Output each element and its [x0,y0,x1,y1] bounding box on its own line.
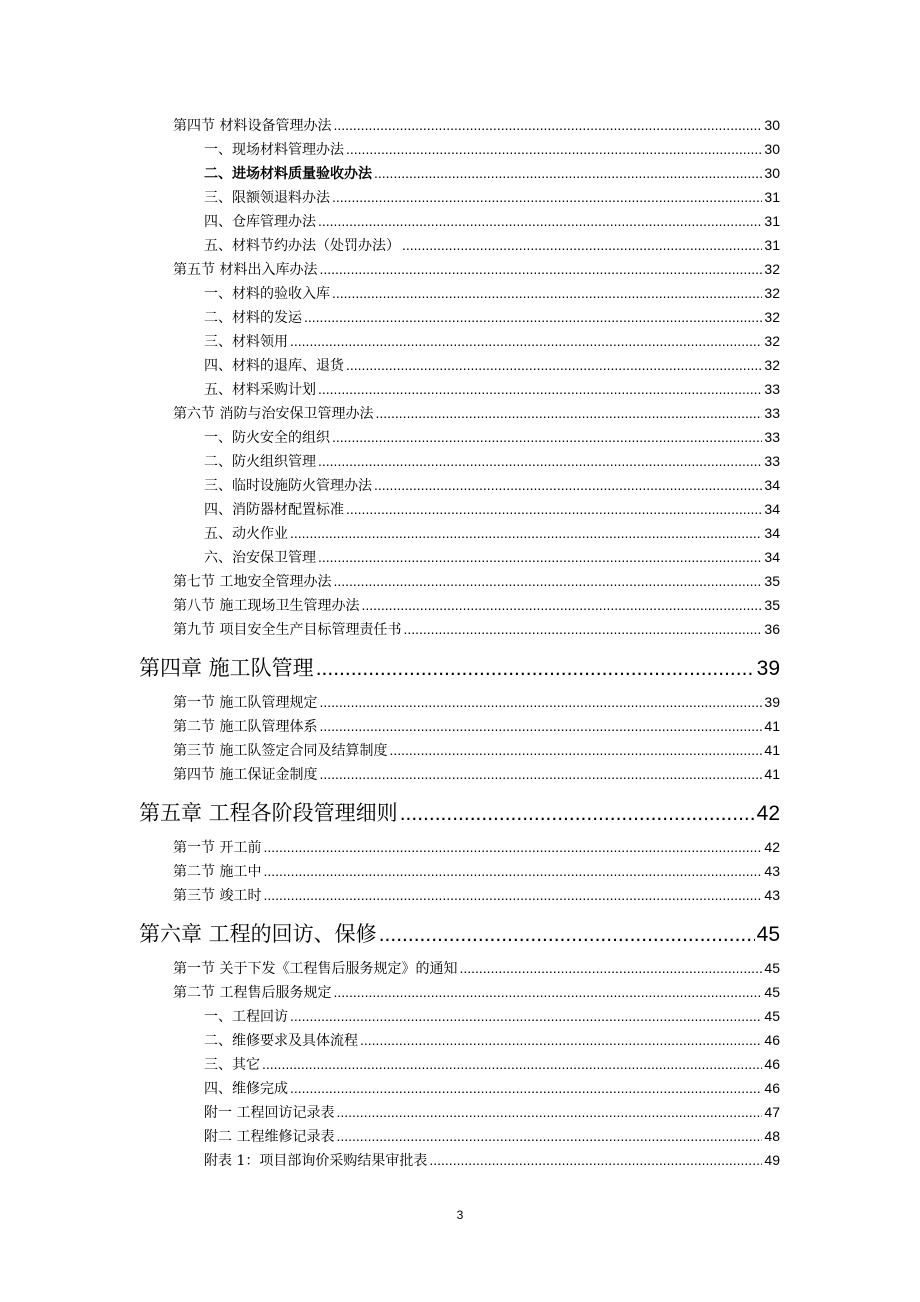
toc-entry-title: 四、维修完成 [204,1081,288,1097]
dot-leader [332,189,762,205]
toc-entry-page: 32 [764,309,780,325]
toc-entry[interactable] [173,764,780,784]
toc-entry-title: 一、防火安全的组织 [204,430,330,446]
dot-leader [429,1152,762,1168]
toc-entry[interactable] [173,861,780,881]
toc-entry-title: 第二节 施工中 [173,864,262,880]
toc-entry-page: 41 [764,718,780,734]
toc-entry[interactable] [173,403,780,423]
dot-leader [374,165,762,181]
toc-entry-title: 第五节 材料出入库办法 [173,262,318,278]
toc-entry-page: 45 [764,984,780,1000]
toc-entry-page: 42 [764,839,780,855]
toc-entry-title: 二、材料的发运 [204,310,302,326]
dot-leader [333,573,762,589]
dot-leader [263,863,762,879]
toc-entry-title: 第二节 施工队管理体系 [173,719,318,735]
toc-entry[interactable] [173,115,780,135]
toc-chapter-entry[interactable] [139,652,780,682]
toc-entry[interactable] [173,837,780,857]
dot-leader [360,1032,762,1048]
toc-entry-page: 32 [764,261,780,277]
dot-leader [336,1104,762,1120]
dot-leader [379,923,755,947]
toc-entry[interactable] [204,307,780,327]
toc-entry-page: 46 [764,1056,780,1072]
toc-entry[interactable] [204,1126,780,1146]
toc-entry[interactable] [173,259,780,279]
toc-entry-page: 42 [756,802,780,825]
toc-entry-title: 五、动火作业 [204,526,288,542]
toc-entry-title: 第四节 施工保证金制度 [173,767,318,783]
toc-entry-page: 45 [756,923,780,946]
toc-entry[interactable] [204,1054,780,1074]
toc-entry[interactable] [204,1006,780,1026]
toc-entry-page: 33 [764,405,780,421]
toc-entry-page: 41 [764,766,780,782]
toc-entry-page: 41 [764,742,780,758]
toc-entry[interactable] [204,379,780,399]
toc-entry-title: 二、防火组织管理 [204,454,316,470]
toc-entry[interactable] [173,571,780,591]
toc-entry-page: 39 [764,694,780,710]
dot-leader [333,117,762,133]
dot-leader [374,477,762,493]
toc-entry-title: 一、现场材料管理办法 [204,142,344,158]
dot-leader [402,237,762,253]
toc-entry-title: 四、材料的退库、退货 [204,358,344,374]
toc-entry-title: 第一节 关于下发《工程售后服务规定》的通知 [173,961,458,977]
toc-entry-title: 三、临时设施防火管理办法 [204,478,372,494]
toc-entry-page: 30 [764,141,780,157]
dot-leader [346,501,762,517]
dot-leader [319,718,762,734]
dot-leader [389,742,762,758]
toc-entry-title: 第一节 开工前 [173,840,262,856]
dot-leader [318,381,762,397]
toc-entry-title: 第七节 工地安全管理办法 [173,574,332,590]
dot-leader [361,597,762,613]
toc-entry-title: 第五章 工程各阶段管理细则 [139,801,398,825]
toc-entry-title: 附表 1：项目部询价采购结果审批表 [204,1153,428,1169]
toc-entry-page: 47 [764,1104,780,1120]
toc-entry-title: 一、材料的验收入库 [204,286,330,302]
dot-leader [319,766,762,782]
toc-entry-page: 43 [764,887,780,903]
toc-entry-page: 48 [764,1128,780,1144]
toc-entry[interactable] [173,982,780,1002]
dot-leader [263,887,762,903]
toc-entry[interactable] [204,331,780,351]
toc-entry-page: 31 [764,237,780,253]
toc-entry-page: 34 [764,501,780,517]
toc-chapter-entry[interactable] [139,918,780,948]
dot-leader [346,141,762,157]
dot-leader [318,213,762,229]
toc-entry[interactable] [173,619,780,639]
toc-entry-title: 第八节 施工现场卫生管理办法 [173,598,360,614]
toc-entry-page: 32 [764,285,780,301]
toc-entry-title: 二、进场材料质量验收办法 [204,166,372,182]
dot-leader [403,621,762,637]
dot-leader [346,357,762,373]
toc-entry[interactable] [204,547,780,567]
toc-entry[interactable] [204,475,780,495]
toc-entry-page: 31 [764,213,780,229]
dot-leader [290,1080,762,1096]
toc-entry-page: 32 [764,357,780,373]
toc-entry-title: 第六节 消防与治安保卫管理办法 [173,406,374,422]
toc-entry[interactable] [173,958,780,978]
toc-entry[interactable] [173,716,780,736]
toc-entry-title: 三、材料领用 [204,334,288,350]
toc-entry-page: 34 [764,477,780,493]
toc-entry[interactable] [173,595,780,615]
toc-entry-title: 四、仓库管理办法 [204,214,316,230]
toc-entry-page: 45 [764,1008,780,1024]
toc-entry-page: 33 [764,381,780,397]
page-number: 3 [456,1208,464,1222]
toc-entry[interactable] [204,1030,780,1050]
toc-entry-title: 第九节 项目安全生产目标管理责任书 [173,622,402,638]
toc-entry-page: 31 [764,189,780,205]
toc-entry[interactable] [204,235,780,255]
toc-entry[interactable] [204,355,780,375]
toc-chapter-entry[interactable] [139,797,780,827]
toc-entry-title: 第六章 工程的回访、保修 [139,922,377,946]
toc-entry-title: 三、其它 [204,1057,260,1073]
toc-entry-page: 32 [764,333,780,349]
toc-entry-title: 第三节 竣工时 [173,888,262,904]
toc-entry[interactable] [173,740,780,760]
dot-leader [263,839,762,855]
dot-leader [318,549,762,565]
toc-entry[interactable] [204,1102,780,1122]
dot-leader [332,285,762,301]
toc-entry-page: 35 [764,573,780,589]
toc-entry[interactable] [204,427,780,447]
toc-entry[interactable] [204,499,780,519]
dot-leader [262,1056,762,1072]
toc-entry[interactable] [204,1150,780,1170]
toc-entry-page: 46 [764,1080,780,1096]
toc-entry-page: 30 [764,165,780,181]
toc-entry[interactable] [204,1078,780,1098]
dot-leader [319,694,762,710]
dot-leader [333,984,762,1000]
toc-entry-title: 第四章 施工队管理 [139,656,314,680]
toc-entry[interactable] [204,211,780,231]
toc-entry[interactable] [204,139,780,159]
dot-leader [318,453,762,469]
dot-leader [336,1128,762,1144]
toc-entry-title: 五、材料采购计划 [204,382,316,398]
dot-leader [290,333,762,349]
toc-entry-page: 36 [764,621,780,637]
dot-leader [332,429,762,445]
toc-entry-page: 35 [764,597,780,613]
toc-entry[interactable] [204,163,780,183]
toc-entry[interactable] [204,451,780,471]
dot-leader [400,802,755,826]
toc-entry-page: 46 [764,1032,780,1048]
toc-entry-title: 第三节 施工队签定合同及结算制度 [173,743,388,759]
toc-entry-page: 30 [764,117,780,133]
dot-leader [290,1008,762,1024]
toc-entry-page: 34 [764,549,780,565]
toc-entry[interactable] [173,692,780,712]
dot-leader [316,657,755,681]
dot-leader [290,525,762,541]
toc-entry-title: 二、维修要求及具体流程 [204,1033,358,1049]
toc-entry-page: 34 [764,525,780,541]
toc-entry[interactable] [204,187,780,207]
toc-entry-title: 六、治安保卫管理 [204,550,316,566]
toc-entry-title: 附一 工程回访记录表 [204,1105,335,1121]
toc-entry-page: 39 [756,657,780,680]
toc-entry[interactable] [204,283,780,303]
toc-entry-title: 一、工程回访 [204,1009,288,1025]
toc-entry-title: 第一节 施工队管理规定 [173,695,318,711]
toc-entry-page: 45 [764,960,780,976]
toc-entry-title: 第四节 材料设备管理办法 [173,118,332,134]
toc-entry-page: 43 [764,863,780,879]
toc-entry-page: 49 [764,1152,780,1168]
toc-entry-title: 第二节 工程售后服务规定 [173,985,332,1001]
dot-leader [459,960,762,976]
dot-leader [319,261,762,277]
toc-entry-page: 33 [764,453,780,469]
toc-entry-title: 四、消防器材配置标准 [204,502,344,518]
toc-entry[interactable] [173,885,780,905]
dot-leader [375,405,762,421]
dot-leader [304,309,762,325]
toc-entry[interactable] [204,523,780,543]
toc-entry-title: 附二 工程维修记录表 [204,1129,335,1145]
toc-entry-page: 33 [764,429,780,445]
toc-entry-title: 五、材料节约办法（处罚办法） [204,238,400,254]
toc-entry-title: 三、限额领退料办法 [204,190,330,206]
